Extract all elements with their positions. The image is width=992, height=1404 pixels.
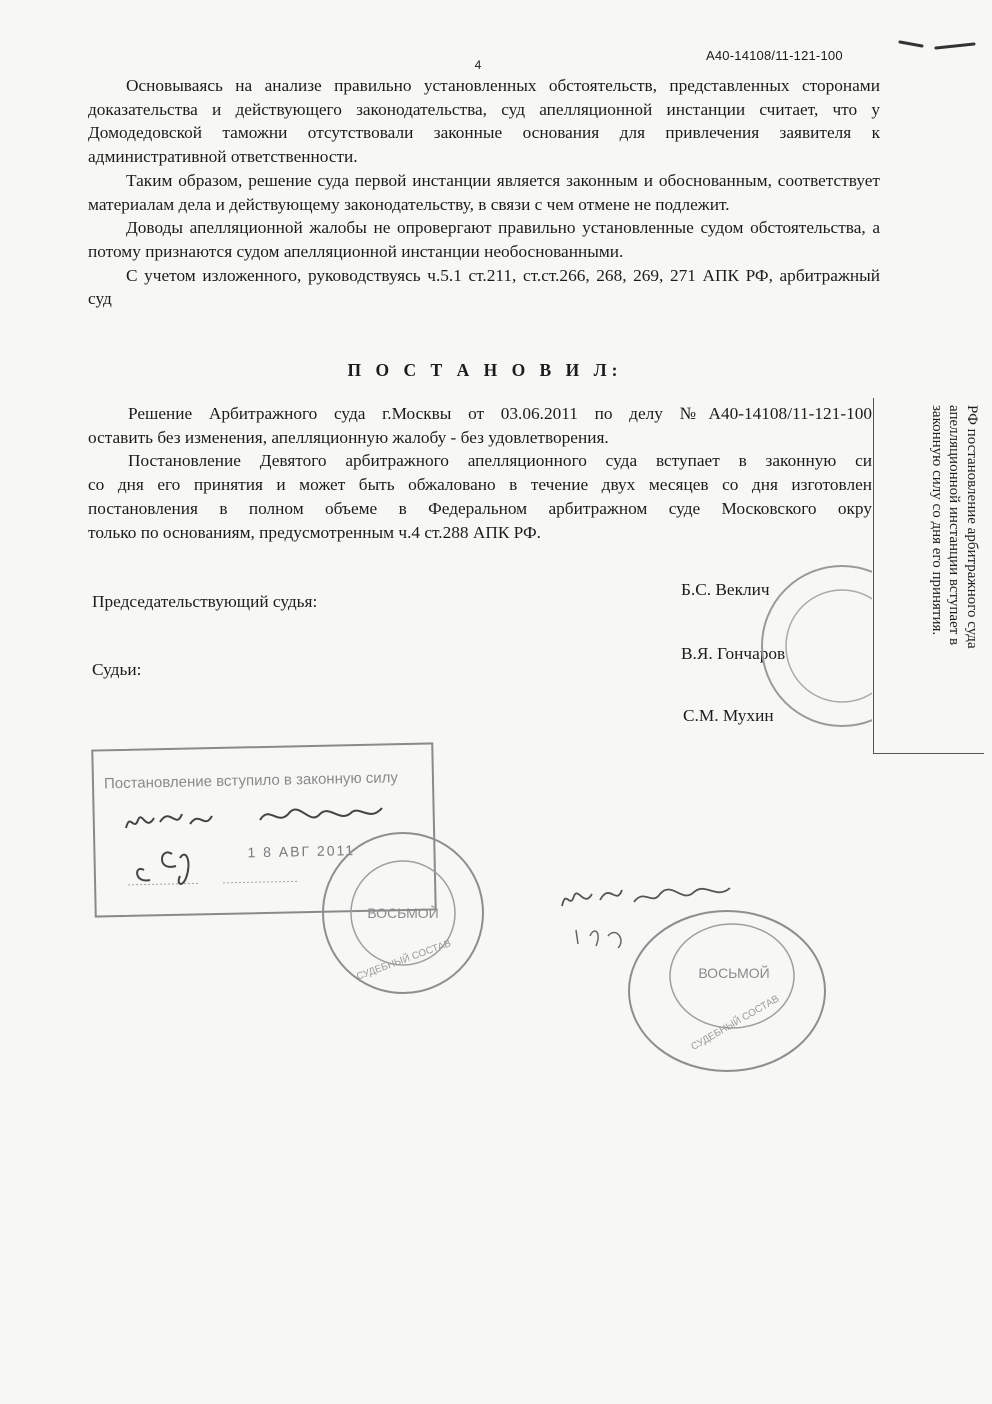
court-seal-icon — [318, 828, 488, 998]
decision-line: со дня его принятия и может быть обжаловано в течение двух месяцев со дня изготовлен — [88, 475, 872, 495]
seal-ring-text: СУДЕБНЫЙ СОСТАВ — [355, 938, 453, 983]
page-number: 4 — [474, 58, 482, 72]
court-seal-partial-icon — [752, 556, 872, 736]
decision-line: Постановление Девятого арбитражного апелляционного суда вступает в законную си — [128, 451, 872, 471]
decision-line: только по основаниям, предусмотренным ч.4 ст.288 АПК РФ. — [88, 522, 541, 542]
judges-label: Судьи: — [92, 660, 142, 679]
presiding-judge-label: Председательствующий судья: — [92, 592, 318, 611]
decision-line: Решение Арбитражного суда г.Москвы от 03.06.2011 по делу №А40-14108/11-121-100 — [128, 404, 872, 423]
judge-name: С.М. Мухин — [683, 706, 774, 725]
court-seal-second-icon — [622, 906, 832, 1076]
stamp-date: 1 8 АВГ 2011 — [247, 842, 356, 861]
paragraph: Доводы апелляционной жалобы не опровергают правильно установленные судом обстоятельства, а потому признаются судом апелляционной инстанции необоснованными. — [88, 218, 880, 261]
reasoning-text — [88, 74, 880, 311]
decree-title: П О С Т А Н О В И Л: — [347, 360, 623, 380]
paragraph: С учетом изложенного, руководствуясь ч.5.1 ст.211, ст.ст.266, 268, 269, 271 АПК РФ, арбитражный суд — [88, 265, 880, 309]
case-number: А40-14108/11-121-100 — [706, 48, 843, 63]
stamp-caption: Постановление вступило в законную силу — [103, 769, 399, 793]
judge-name: Б.С. Веклич — [681, 580, 770, 599]
side-note-vertical — [900, 405, 980, 755]
decision-text — [88, 402, 872, 544]
seal-center-text: ВОСЬМОЙ — [698, 965, 770, 981]
judge-name: В.Я. Гончаров — [681, 644, 786, 663]
seal-center-text: ВОСЬМОЙ — [367, 905, 439, 921]
side-note-line: апелляционной инстанции вступает в — [946, 405, 963, 646]
paragraph: Таким образом, решение суда первой инстанции является законным и обоснованным, соответствует материалам дела и действующему законодательству, в связи с чем отмене не подлежит. — [88, 170, 880, 214]
scan-marks-decoration — [896, 30, 986, 60]
decision-line: постановления в полном объеме в Федеральном арбитражном суде Московского окру — [88, 498, 872, 518]
side-note-line: РФ постановление арбитражного суда — [964, 405, 980, 649]
side-note-line: законную силу со дня его принятия. — [929, 405, 945, 636]
seal-ring-text: СУДЕБНЫЙ СОСТАВ — [689, 993, 782, 1053]
decision-line: оставить без изменения, апелляционную жалобу - без удовлетворения. — [88, 427, 609, 447]
paragraph: Основываясь на анализе правильно установленных обстоятельств, представленных сторонами доказательства и действующего законодательства, суд апелляционной инстанции считает, что у Домодедовской таможни отсутствовали законные основания для привлечения заявителя к административной ответственности. — [88, 76, 880, 167]
